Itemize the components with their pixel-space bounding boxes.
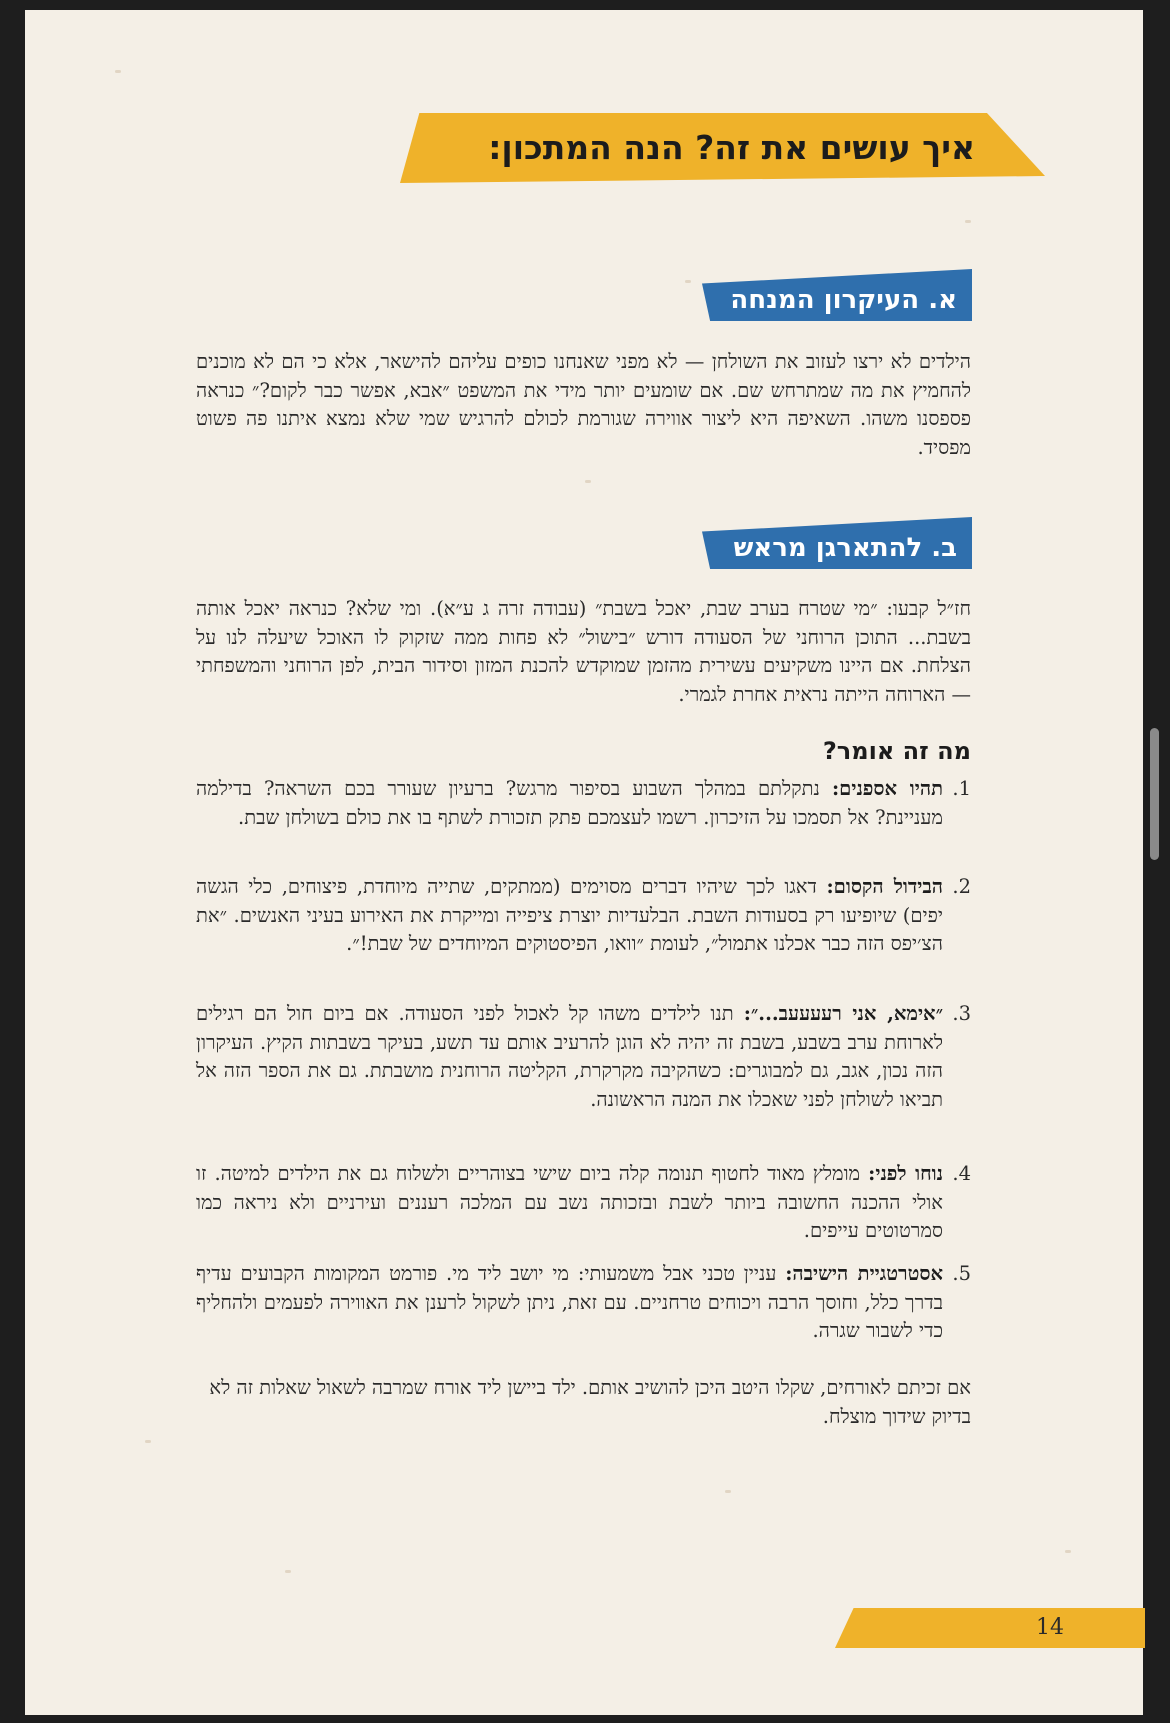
list-item xyxy=(196,1000,971,1114)
item-text: מומלץ מאוד לחטוף תנומה קלה ביום שישי בצוהריים ולשלוח גם את הילדים למיטה. זו אולי ההכנה החשובה ביותר לשבת ובזכותה נשב עם המלכה רעננים ועירניים ולא ניראה כמו סמרטוטים עייפים. xyxy=(196,1162,943,1242)
section-a-heading: א. העיקרון המנחה xyxy=(730,285,957,315)
item-title: הבידול הקסום: xyxy=(826,875,944,898)
item-title: ״אימא, אני רעעעעב...״: xyxy=(743,1002,943,1025)
list-item xyxy=(196,1260,971,1346)
section-b-heading: ב. להתארגן מראש xyxy=(733,533,957,563)
paper-speck xyxy=(725,1490,731,1493)
item-number: 4. xyxy=(952,1162,971,1185)
paper-speck xyxy=(685,280,691,283)
section-b-paragraph: חז״ל קבעו: ״מי שטרח בערב שבת, יאכל בשבת״ (עבודה זרה ג ע״א). ומי שלא? כנראה יאכל אותה בשבת... התוכן הרוחני של הסעודה דורש ״בישול״ לא פחות ממה שזקוק לו האוכל שיעלה לנו על הצלחת. אם היינו משקיעים עשירית מהזמן שמוקדש להכנת המזון וסידור הבית, לפן הרוחני והמשפחתי — הארוחה הייתה נראית אחרת לגמרי. xyxy=(196,597,971,706)
item-text: נתקלתם במהלך השבוע בסיפור מרגש? ברעיון שעורר בכם השראה? בדילמה מעניינת? אל תסמכו על הזיכרון. רשמו לעצמכם פתק תזכורת לשתף בו את כולם בשולחן שבת. xyxy=(196,777,943,829)
list-item xyxy=(196,1160,971,1246)
section-a-paragraph: הילדים לא ירצו לעזוב את השולחן — לא מפני שאנחנו כופים עליהם להישאר, אלא כי הם לא מוכנים להחמיץ את מה שמתרחש שם. אם שומעים יותר מידי את המשפט ״אבא, אפשר כבר לקום?״ כנראה פספסנו משהו. השאיפה היא ליצור אווירה שגורמת לכולם להרגיש שמי שלא נמצא איתנו פה פשוט מפסיד. xyxy=(196,350,971,459)
item-number: 1. xyxy=(952,777,971,800)
subheading: מה זה אומר? xyxy=(822,737,971,765)
item-title: נוחו לפני: xyxy=(868,1162,943,1185)
item-number: 2. xyxy=(952,875,971,898)
scrollbar-thumb[interactable] xyxy=(1150,728,1159,860)
list-item xyxy=(196,775,971,832)
item-title: אסטרטגיית הישיבה: xyxy=(785,1262,943,1285)
document-page xyxy=(25,10,1143,1715)
item-text: עניין טכני אבל משמעותי: מי יושב ליד מי. פורמט המקומות הקבועים עדיף בדרך כלל, וחוסך הרבה ויכוחים טרחניים. עם זאת, ניתן לשקול לרענן את האווירה לפעמים ולהחליף כדי לשבור שגרה. xyxy=(196,1262,943,1342)
item-title: תהיו אספנים: xyxy=(831,777,943,800)
page-title: איך עושים את זה? הנה המתכון: xyxy=(488,128,975,167)
paper-speck xyxy=(585,480,591,483)
paper-speck xyxy=(965,220,971,223)
item-number: 3. xyxy=(952,1002,971,1025)
footer-bar xyxy=(835,1608,1145,1648)
item-text: תנו לילדים משהו קל לאכול לפני הסעודה. אם ביום חול הם רגילים לארוחת ערב בשבע, בשבת זה יהיה לא הוגן להרעיב אותם עד תשע, בעיקר בשבתות הקיץ. העיקרון הזה נכון, אגב, גם למבוגרים: כשהקיבה מקרקרת, הקליטה הרוחנית מושבתת. גם את הספר הזה אל תביאו לשולחן לפני שאכלו את המנה הראשונה. xyxy=(196,1002,943,1111)
paper-speck xyxy=(285,1570,291,1573)
page-number: 14 xyxy=(1036,1615,1064,1640)
item-number: 5. xyxy=(952,1262,971,1285)
paper-speck xyxy=(1065,1550,1071,1553)
list-item xyxy=(196,873,971,959)
item-text: דאגו לכך שיהיו דברים מסוימים (ממתקים, שתייה מיוחדת, פיצוחים, כלי הגשה יפים) שיופיעו רק בסעודות השבת. הבלעדיות יוצרת ציפייה ומייקרת את האירוע בעיני האנשים. ״את הצ׳יפס הזה כבר אכלנו אתמול״, לעומת ״וואו, הפיסטוקים המיוחדים של שבת!״. xyxy=(196,875,943,955)
closing-paragraph: אם זכיתם לאורחים, שקלו היטב היכן להושיב אותם. ילד ביישן ליד אורח שמרבה לשאול שאלות זה לא בדיוק שידוך מוצלח. xyxy=(209,1376,971,1428)
paper-speck xyxy=(145,1440,151,1443)
paper-speck xyxy=(115,70,121,73)
